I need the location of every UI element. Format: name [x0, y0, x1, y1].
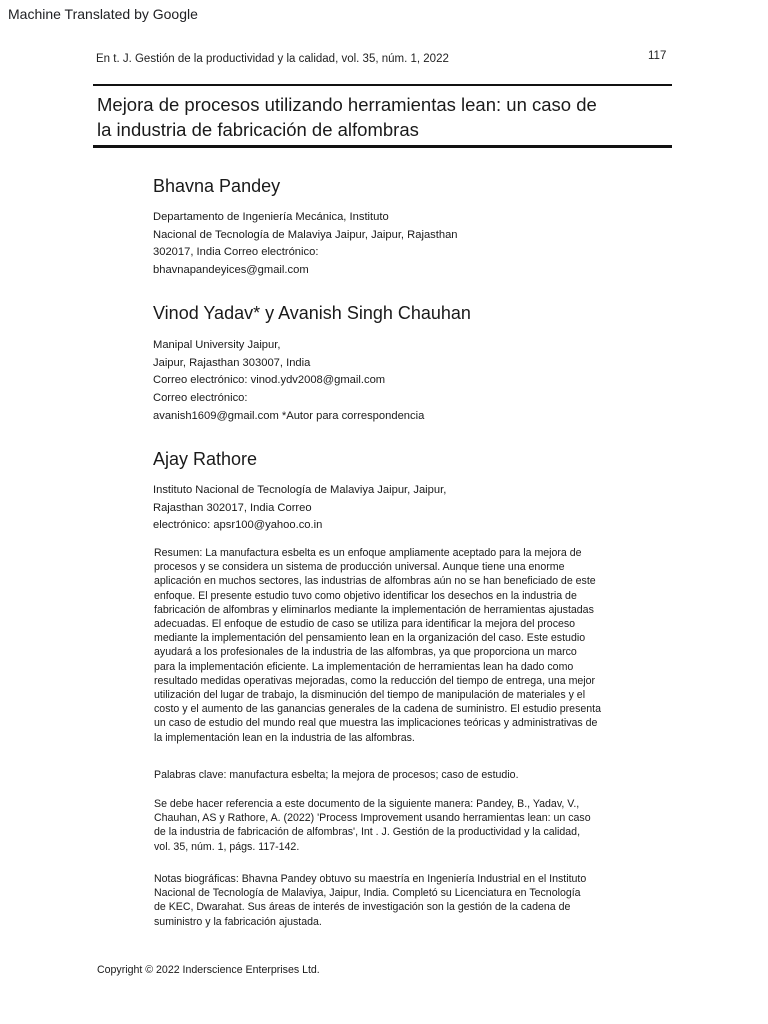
affiliation-line: Instituto Nacional de Tecnología de Malaviya Jaipur, Jaipur,: [153, 484, 447, 496]
biographical-notes: [154, 872, 616, 929]
abstract-line: para la implementación eficiente. La implementación de herramientas lean ha dado como: [154, 660, 574, 673]
author-name: Vinod Yadav* y Avanish Singh Chauhan: [153, 303, 471, 323]
author-name: Ajay Rathore: [153, 449, 258, 469]
bio-line: Nacional de Tecnología de Malaviya, Jaipur, India. Completó su Licenciatura en Tecnología: [154, 887, 581, 900]
bio-line: de KEC, Dwarahat. Sus áreas de interés de investigación son la gestión de la cadena de: [154, 901, 571, 914]
title-bottom-rule: [93, 145, 672, 148]
affiliation-line: Nacional de Tecnología de Malaviya Jaipur, Jaipur, Rajasthan: [153, 228, 458, 241]
affiliation-line: Rajasthan 302017, India Correo: [153, 501, 312, 514]
abstract-line: fabricación de alfombras y eliminarlos mediante la implementación de herramientas ajustadas: [154, 603, 594, 616]
reference-line: vol. 35, núm. 1, págs. 117-142.: [154, 840, 300, 853]
affiliation-line: Jaipur, Rajasthan 303007, India: [153, 356, 311, 369]
journal-citation-header: En t. J. Gestión de la productividad y la calidad, vol. 35, núm. 1, 2022: [96, 53, 449, 65]
title-top-rule: [93, 84, 672, 86]
author-affiliation: [153, 209, 553, 280]
keywords: Palabras clave: manufactura esbelta; la mejora de procesos; caso de estudio.: [154, 769, 519, 781]
abstract-line: ayudará a los profesionales de la industria de las alfombras, ya que proporciona un marco: [154, 646, 577, 659]
affiliation-line: Departamento de Ingeniería Mecánica, Instituto: [153, 211, 389, 223]
author-affiliation: [153, 482, 553, 535]
reference-line: de la industria de fabricación de alfombras', Int . J. Gestión de la productividad y la calidad,: [154, 826, 581, 839]
reference-line: Chauhan, AS y Rathore, A. (2022) 'Process Improvement usando herramientas lean: un caso: [154, 812, 591, 825]
abstract-line: mediante la implementación del pensamiento lean en la organización del caso. Este estudio: [154, 632, 586, 645]
affiliation-line: 302017, India Correo electrónico:: [153, 246, 319, 259]
abstract-line: enfoque. El presente estudio tuvo como objetivo identificar los desechos en la industria de: [154, 589, 577, 602]
paper-title: [97, 92, 667, 142]
paper-title-line: Mejora de procesos utilizando herramientas lean: un caso de: [97, 94, 597, 115]
abstract-line: Resumen: La manufactura esbelta es un enfoque ampliamente aceptado para la mejora de: [154, 547, 582, 559]
copyright-notice: Copyright © 2022 Inderscience Enterprises Ltd.: [97, 964, 320, 976]
abstract-line: aplicación en muchos sectores, las industrias de alfombras aún no se han beneficiado de este: [154, 575, 596, 588]
bio-line: suministro y la fabricación ajustada.: [154, 915, 322, 928]
reference-line: Se debe hacer referencia a este documento de la siguiente manera: Pandey, B., Yadav, V.,: [154, 798, 580, 810]
machine-translation-banner: Machine Translated by Google: [8, 6, 198, 22]
bio-line: Notas biográficas: Bhavna Pandey obtuvo su maestría en Ingeniería Industrial en el Instituto: [154, 873, 587, 885]
paper-title-line: la industria de fabricación de alfombras: [97, 119, 419, 140]
abstract-line: resultado medidas operativas mejoradas, como la reducción del tiempo de entrega, una mejor: [154, 674, 596, 687]
abstract-line: costo y el aumento de las ganancias generales de la cadena de suministro. El estudio presenta: [154, 703, 601, 716]
abstract-line: procesos y se considera un sistema de producción universal. Aunque tiene una enorme: [154, 561, 565, 574]
abstract-line: adecuadas. El enfoque de estudio de caso se utiliza para identificar la mejora del proceso: [154, 618, 576, 631]
author-email: avanish1609@gmail.com *Autor para correspondencia: [153, 409, 425, 422]
affiliation-line: Manipal University Jaipur,: [153, 339, 281, 351]
author-name: Bhavna Pandey: [153, 176, 281, 196]
page-number: 117: [648, 50, 667, 62]
author-email: electrónico: apsr100@yahoo.co.in: [153, 519, 323, 532]
affiliation-line: Correo electrónico:: [153, 392, 248, 405]
citation-reference: [154, 797, 616, 854]
abstract-line: utilización del lugar de trabajo, la disminución del tiempo de manipulación de materiales y el: [154, 689, 586, 702]
abstract-line: un caso de estudio del mundo real que muestra las implicaciones teóricas y administrativas de: [154, 717, 598, 730]
author-email: Correo electrónico: vinod.ydv2008@gmail.com: [153, 374, 386, 387]
abstract-line: la implementación lean en la industria de las alfombras.: [154, 731, 415, 744]
abstract: [154, 546, 616, 745]
author-email: bhavnapandeyices@gmail.com: [153, 264, 309, 277]
author-affiliation: [153, 337, 553, 426]
